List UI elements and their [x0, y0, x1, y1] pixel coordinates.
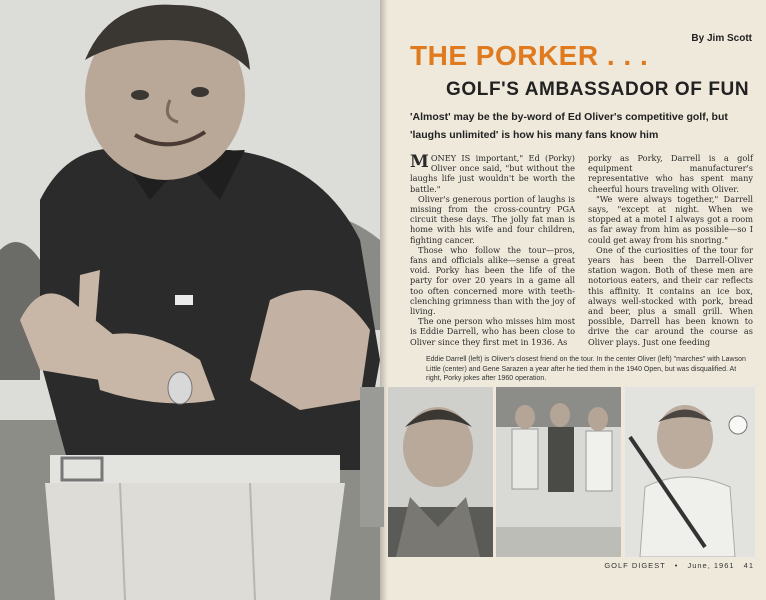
- paragraph: The one person who misses him most is Eddie Darrell, who has been close to Oliver since they first met in 1936. As: [410, 316, 575, 347]
- photo-caption: Eddie Darrell (left) is Oliver's closest friend on the tour. In the center Oliver (left) "marches" with Lawson Little (center) and Gene Sarazen a year after he tied them in the 1940 Open, but was disqualified. At right, Porky jokes after 1960 operation.: [426, 356, 746, 382]
- issue-date: June, 1961: [687, 561, 735, 570]
- page-number: 41: [743, 561, 754, 570]
- paragraph: Oliver's generous portion of laughs is missing from the cross-country PGA circuit these days. The jolly fat man is home with his wife and four children, fighting cancer.: [410, 193, 575, 245]
- paragraph: porky as Porky, Darrell is a golf equipment manufacturer's representative who has spent many cheerful hours traveling with Oliver.: [588, 153, 753, 194]
- footer-separator: •: [674, 561, 679, 570]
- main-photo: [0, 0, 380, 600]
- article-column-2: [588, 153, 753, 347]
- photo-strip-illustration: [360, 387, 755, 557]
- article-column-1: [410, 153, 575, 347]
- paragraph: Those who follow the tour—pros, fans and officials alike—sense a great void. Porky has been the life of the party for over 20 years in a game all too often concerned more with teeth-clenching grimness than with the joy of living.: [410, 244, 575, 317]
- photo-darrell: [388, 387, 493, 557]
- subheadline: GOLF'S AMBASSADOR OF FUN: [446, 79, 750, 100]
- byline: By Jim Scott: [691, 33, 752, 44]
- photo-strip: [360, 387, 755, 557]
- dropcap: M: [410, 152, 429, 172]
- page-footer: [598, 561, 754, 570]
- main-photo-illustration: [0, 0, 380, 600]
- magazine-name: GOLF DIGEST: [604, 561, 666, 570]
- photo-porky-club: [625, 387, 755, 557]
- paragraph: "We were always together," Darrell says, "except at night. When we stopped at a motel I always got a room as far away from him as possible—so I could get away from his snoring.": [588, 193, 753, 245]
- photo-marching: [496, 387, 621, 557]
- deck-text: 'Almost' may be the by-word of Ed Oliver's competitive golf, but 'laughs unlimited' is how his many fans know him: [410, 111, 728, 141]
- headline: THE PORKER . . .: [410, 40, 649, 71]
- paragraph: ONEY IS important," Ed (Porky) Oliver once said, "but without the laughs life just wouldn't be worth the battle.": [410, 153, 575, 194]
- paragraph: One of the curiosities of the tour for years has been the Darrell-Oliver station wagon. Both of these men are notorious eaters, and their car reflects this affinity. It contains an ice box, always well-stocked with pork, bread and beer, plus a small grill. When possible, Darrell has been known to drive the car around the course as Oliver plays. Just one feeding: [588, 244, 753, 347]
